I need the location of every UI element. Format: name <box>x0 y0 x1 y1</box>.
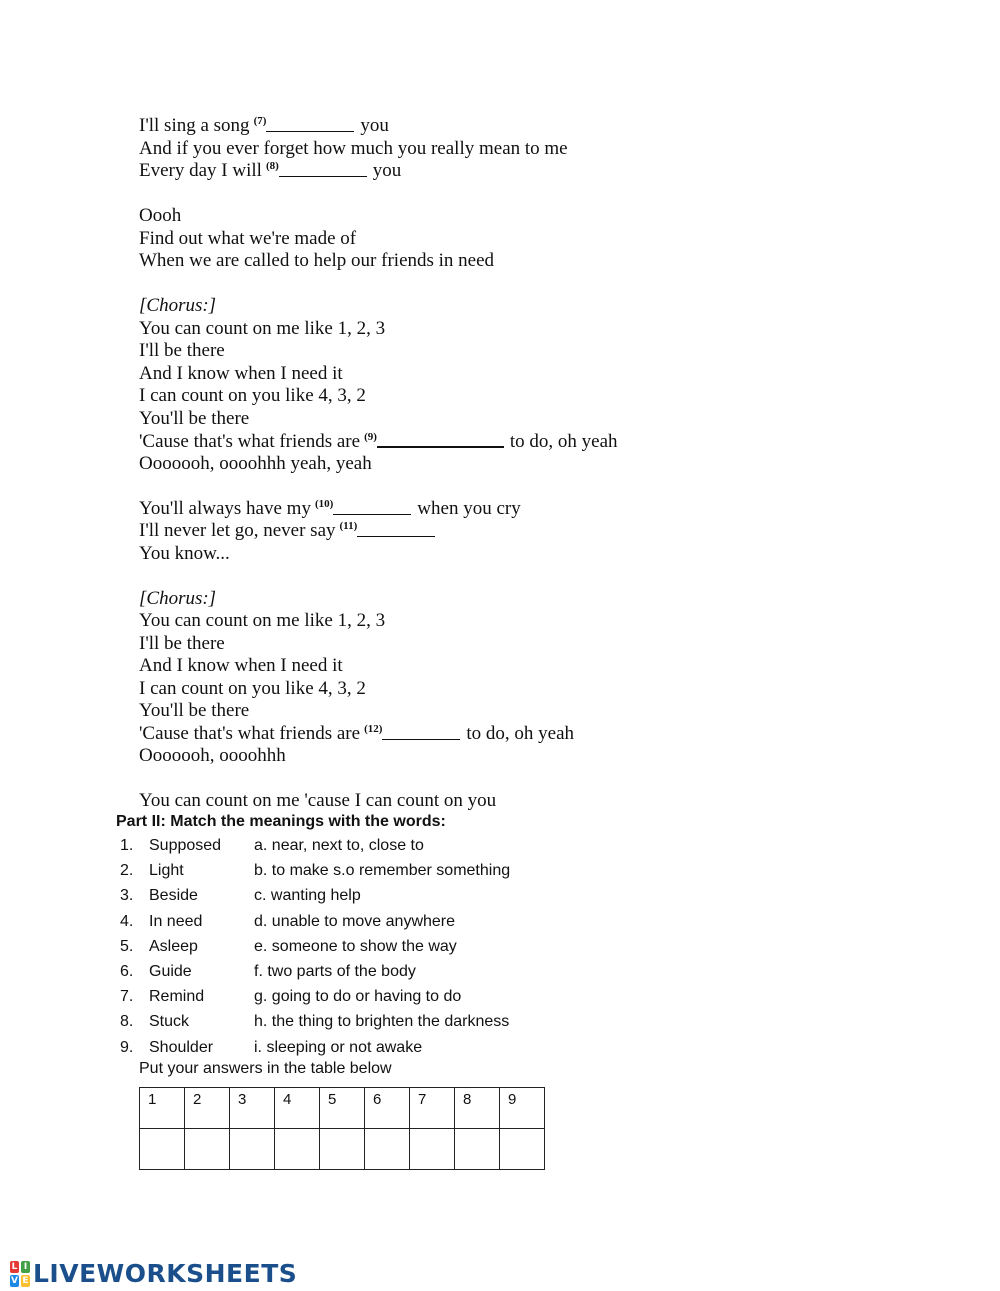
answer-blank-12[interactable] <box>382 723 460 740</box>
lyric-line: 'Cause that's what friends are $^{(9)}$ to do, oh yeah <box>139 431 618 452</box>
lyric-line: I'll be there <box>139 632 225 654</box>
lyric-line: You can count on me 'cause I can count on you <box>139 790 497 811</box>
lyric-line: Find out what we're made of <box>139 227 357 249</box>
lyric-line: I'll never let go, never say $^{(11)}$ <box>139 520 618 543</box>
answer-cell-3[interactable] <box>230 1129 275 1170</box>
blank-number: (7) <box>253 115 267 127</box>
table-header-row <box>140 1088 545 1129</box>
answer-blank-10[interactable] <box>333 498 411 515</box>
table-header-cell: 1 <box>140 1088 185 1129</box>
answer-cell-2[interactable] <box>185 1129 230 1170</box>
part2-title: Part II: Match the meanings with the words: <box>116 813 446 830</box>
lyric-line: You'll be there <box>139 700 250 721</box>
blank-number: (11) <box>339 520 358 532</box>
lyric-line: I'll sing a song $^{(7)}$ you <box>139 115 389 136</box>
lyric-line: And if you ever forget how much you really mean to me <box>139 137 568 159</box>
lyric-line: You'll be there <box>139 407 250 429</box>
answer-table <box>139 1087 545 1170</box>
answer-row <box>140 1129 545 1170</box>
lyric-line: And I know when I need it <box>139 655 343 676</box>
lyric-line: Oooh <box>139 205 182 226</box>
table-header-cell: 3 <box>230 1088 275 1129</box>
lyric-line: You can count on me like 1, 2, 3 <box>139 317 386 339</box>
chorus-label: [Chorus:] <box>139 587 217 609</box>
song-lyrics <box>139 115 618 813</box>
lyric-line: When we are called to help our friends in need <box>139 250 495 271</box>
answer-cell-7[interactable] <box>410 1129 455 1170</box>
logo-text: LIVEWORKSHEETS <box>33 1259 298 1288</box>
answer-blank-9[interactable] <box>377 430 504 448</box>
answer-cell-9[interactable] <box>500 1129 545 1170</box>
lyric-line: You know... <box>139 542 230 564</box>
answer-blank-7[interactable] <box>266 115 354 132</box>
table-instruction: Put your answers in the table below <box>139 1060 392 1077</box>
liveworksheets-logo <box>10 1259 297 1288</box>
blank-number: (8) <box>265 160 279 172</box>
answer-cell-6[interactable] <box>365 1129 410 1170</box>
answer-blank-8[interactable] <box>279 160 367 177</box>
logo-icon: L I V E <box>11 1261 29 1286</box>
lyric-line: And I know when I need it <box>139 362 343 384</box>
lyric-line: 'Cause that's what friends are $^{(12)}$ to do, oh yeah <box>139 722 575 744</box>
lyric-line: Ooooooh, oooohhh yeah, yeah <box>139 452 372 474</box>
blank-number: (12) <box>364 722 383 735</box>
table-header-cell: 6 <box>365 1088 410 1129</box>
table-header-cell: 8 <box>455 1088 500 1129</box>
lyric-line: Ooooooh, oooohhh <box>139 745 286 766</box>
table-header-cell: 9 <box>500 1088 545 1129</box>
table-header-cell: 5 <box>320 1088 365 1129</box>
lyric-line: Every day I will $^{(8)}$ you <box>139 160 402 181</box>
lyric-line: I'll be there <box>139 340 225 361</box>
chorus-label: [Chorus:] <box>139 295 217 316</box>
table-header-cell: 4 <box>275 1088 320 1129</box>
table-header-cell: 7 <box>410 1088 455 1129</box>
answer-cell-8[interactable] <box>455 1129 500 1170</box>
answer-cell-1[interactable] <box>140 1129 185 1170</box>
table-header-cell: 2 <box>185 1088 230 1129</box>
blank-number: (10) <box>314 497 334 510</box>
answer-blank-11[interactable] <box>357 520 435 537</box>
blank-number: (9) <box>364 431 377 443</box>
lyric-line: You can count on me like 1, 2, 3 <box>139 610 386 631</box>
lyric-line: You'll always have my $^{(10)}$ when you cry <box>139 497 521 519</box>
lyric-line: I can count on you like 4, 3, 2 <box>139 677 366 699</box>
lyric-line: I can count on you like 4, 3, 2 <box>139 385 366 406</box>
answer-cell-4[interactable] <box>275 1129 320 1170</box>
answer-cell-5[interactable] <box>320 1129 365 1170</box>
